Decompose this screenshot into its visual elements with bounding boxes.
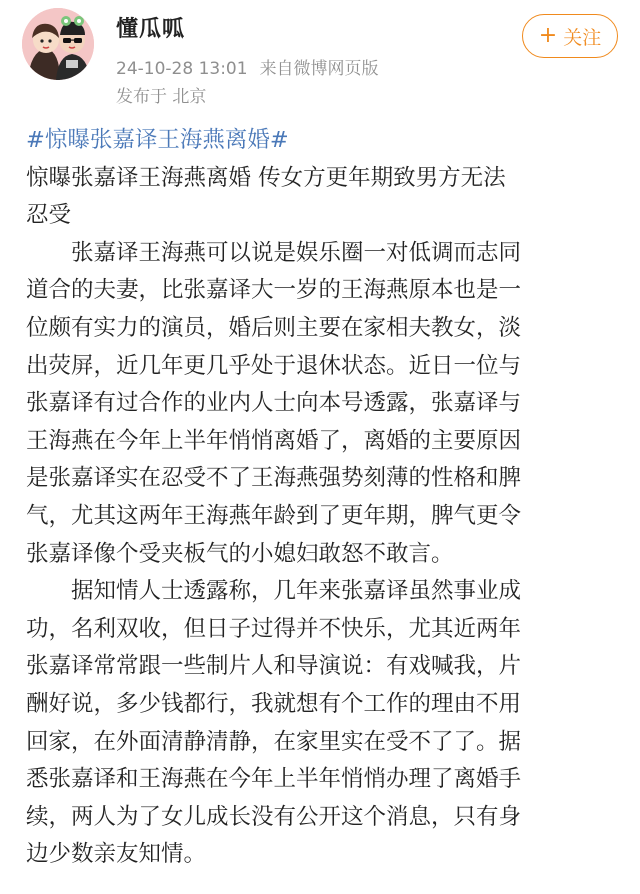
text-line: 位颇有实力的演员，婚后则主要在家相夫教女，淡	[26, 314, 522, 341]
text-line: 是张嘉译实在忍受不了王海燕强势刻薄的性格和脾	[26, 465, 522, 492]
text-line: 酬好说，多少钱都行，我就想有个工作的理由不用	[26, 690, 522, 717]
hashtag-link[interactable]: #惊曝张嘉译王海燕离婚#	[26, 127, 289, 153]
text-line: 据知情人士透露称，几年来张嘉译虽然事业成	[71, 578, 522, 605]
post-meta	[116, 54, 391, 79]
plus-icon: +	[538, 23, 558, 48]
text-line: 张嘉译像个受夹板气的小媳妇敢怒不敢言。	[26, 540, 454, 567]
text-line: 道合的夫妻，比张嘉译大一岁的王海燕原本也是一	[26, 277, 522, 304]
paragraph-2	[26, 573, 620, 874]
post-source: 来自微博网页版	[259, 59, 379, 79]
post-headline	[26, 160, 620, 235]
paragraph-1	[26, 235, 620, 573]
text-line: 边少数亲友知情。	[26, 841, 207, 868]
post-location: 发布于 北京	[116, 87, 207, 107]
avatar[interactable]	[22, 8, 94, 80]
text-line: 回家，在外面清静清静，在家里实在受不了了。据	[26, 728, 522, 755]
follow-label: 关注	[563, 26, 602, 49]
headline-line: 忍受	[26, 202, 72, 229]
text-line: 出荧屏，近几年更几乎处于退休状态。近日一位与	[26, 352, 522, 379]
text-line: 续，两人为了女儿成长没有公开这个消息，只有身	[26, 803, 522, 830]
text-line: 张嘉译王海燕可以说是娱乐圈一对低调而志同	[71, 239, 522, 266]
text-line: 张嘉译常常跟一些制片人和导演说：有戏喊我，片	[26, 653, 522, 680]
headline-line: 惊曝张嘉译王海燕离婚 传女方更年期致男方无法	[26, 164, 506, 191]
text-line: 张嘉译有过合作的业内人士向本号透露，张嘉译与	[26, 390, 522, 417]
follow-button[interactable]	[522, 14, 618, 58]
text-line: 悉张嘉译和王海燕在今年上半年悄悄办理了离婚手	[26, 766, 522, 793]
text-line: 功，名利双收，但日子过得并不快乐，尤其近两年	[26, 615, 522, 642]
cartoon-couple-avatar-icon	[22, 8, 94, 80]
post-time: 24-10-28 13:01	[116, 59, 248, 79]
author-name[interactable]: 懂瓜呱	[116, 17, 186, 42]
text-line: 气，尤其这两年王海燕年龄到了更年期，脾气更令	[26, 502, 522, 529]
text-line: 王海燕在今年上半年悄悄离婚了，离婚的主要原因	[26, 427, 522, 454]
post-content	[26, 122, 620, 874]
